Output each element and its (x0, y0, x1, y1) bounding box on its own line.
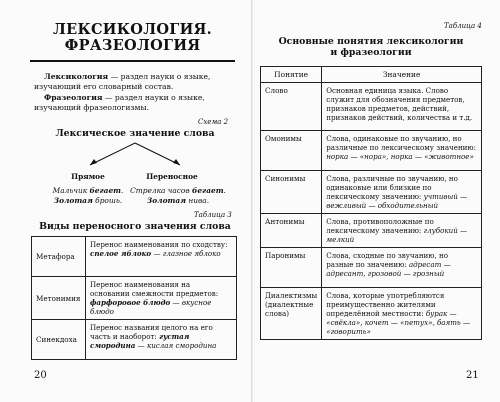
table-row (261, 171, 482, 214)
table4-term: Омонимы (261, 131, 322, 171)
scheme-title: Лексическое значение слова (55, 128, 215, 139)
table-row (32, 237, 237, 277)
scheme-direct-examples: Мальчик бегает. Золотая брошь. (52, 186, 124, 205)
page-number-right: 21 (466, 370, 479, 381)
chapter-title-line1: ЛЕКСИКОЛОГИЯ. (52, 21, 213, 38)
table4-term: Паронимы (261, 248, 322, 288)
table3-meaning: Перенос наименования на основании смежности предметов: фарфоровое блюдо — вкусное блюдо (86, 277, 237, 320)
table4 (260, 66, 482, 340)
table4-term: Антонимы (261, 214, 322, 248)
col-header-concept: Понятие (261, 67, 322, 83)
chapter-title-line2: ФРАЗЕОЛОГИЯ (64, 37, 201, 54)
table-row (261, 131, 482, 171)
table4-term: Диалектизмы (диалектные слова) (261, 288, 322, 340)
table3-term: Метафора (32, 237, 86, 277)
table-row (261, 288, 482, 340)
table4-meaning: Основная единица языка. Слово служит для обозначения предметов, признаков предметов, действий, признаков действий, количества и т.д. (322, 83, 482, 131)
table4-label: Таблица 4 (444, 22, 482, 30)
table4-meaning: Слова, которые употребляются преимущественно жителями определённой местности: бурак — «свёкла», кочет — «петух», баять — «говорить» (322, 288, 482, 340)
table-row (261, 248, 482, 288)
right-page (252, 0, 500, 402)
table4-header-row (261, 67, 482, 83)
scheme-direct-heading: Прямое (71, 172, 105, 181)
table3 (31, 236, 237, 360)
scheme-figurative-heading: Переносное (146, 172, 198, 181)
table4-meaning: Слова, различные по звучанию, но одинаковые или близкие по лексическому значению: учтивый — вежливый — обходительный (322, 171, 482, 214)
table4-title: Основные понятия лексикологии и фразеологии (278, 36, 464, 58)
phraseology-term: Фразеология (44, 93, 103, 102)
table-row (261, 83, 482, 131)
scheme-arrows (60, 141, 210, 173)
chapter-underline (30, 60, 235, 62)
table-row (32, 277, 237, 320)
table4-meaning: Слова, одинаковые по звучанию, но различные по лексическому значению: норка — «нора», норка — «животное» (322, 131, 482, 171)
scheme-figurative-examples: Стрелка часов бегает. Золотая нива. (130, 186, 226, 205)
phraseology-definition: — раздел науки о языке, изучающий фразеологизмы. (34, 93, 205, 112)
table3-title: Виды переносного значения слова (39, 221, 231, 232)
table-row (261, 214, 482, 248)
lexicology-definition: — раздел науки о языке, изучающий его словарный состав. (34, 72, 211, 91)
scheme-label: Схема 2 (198, 118, 229, 126)
table3-meaning: Перенос названия целого на его часть и наоборот: густая смородина — кислая смородина (86, 320, 237, 360)
chapter-title (30, 22, 235, 54)
table3-term: Синекдоха (32, 320, 86, 360)
table3-label: Таблица 3 (194, 211, 232, 219)
definition-phraseology (34, 93, 236, 113)
lexicology-term: Лексикология (44, 72, 109, 81)
table3-meaning: Перенос наименования по сходству: спелое яблоко — глазное яблоко (86, 237, 237, 277)
table4-term: Слово (261, 83, 322, 131)
table4-meaning: Слова, противоположные по лексическому значению: глубокий — мелкий (322, 214, 482, 248)
definition-lexicology (34, 72, 236, 92)
col-header-meaning: Значение (322, 67, 482, 83)
table4-meaning: Слова, сходные по звучанию, но разные по значению: адресат — адресант, грозовой — грозный (322, 248, 482, 288)
table3-term: Метонимия (32, 277, 86, 320)
page-number-left: 20 (34, 370, 47, 381)
table-row (32, 320, 237, 360)
table4-term: Синонимы (261, 171, 322, 214)
